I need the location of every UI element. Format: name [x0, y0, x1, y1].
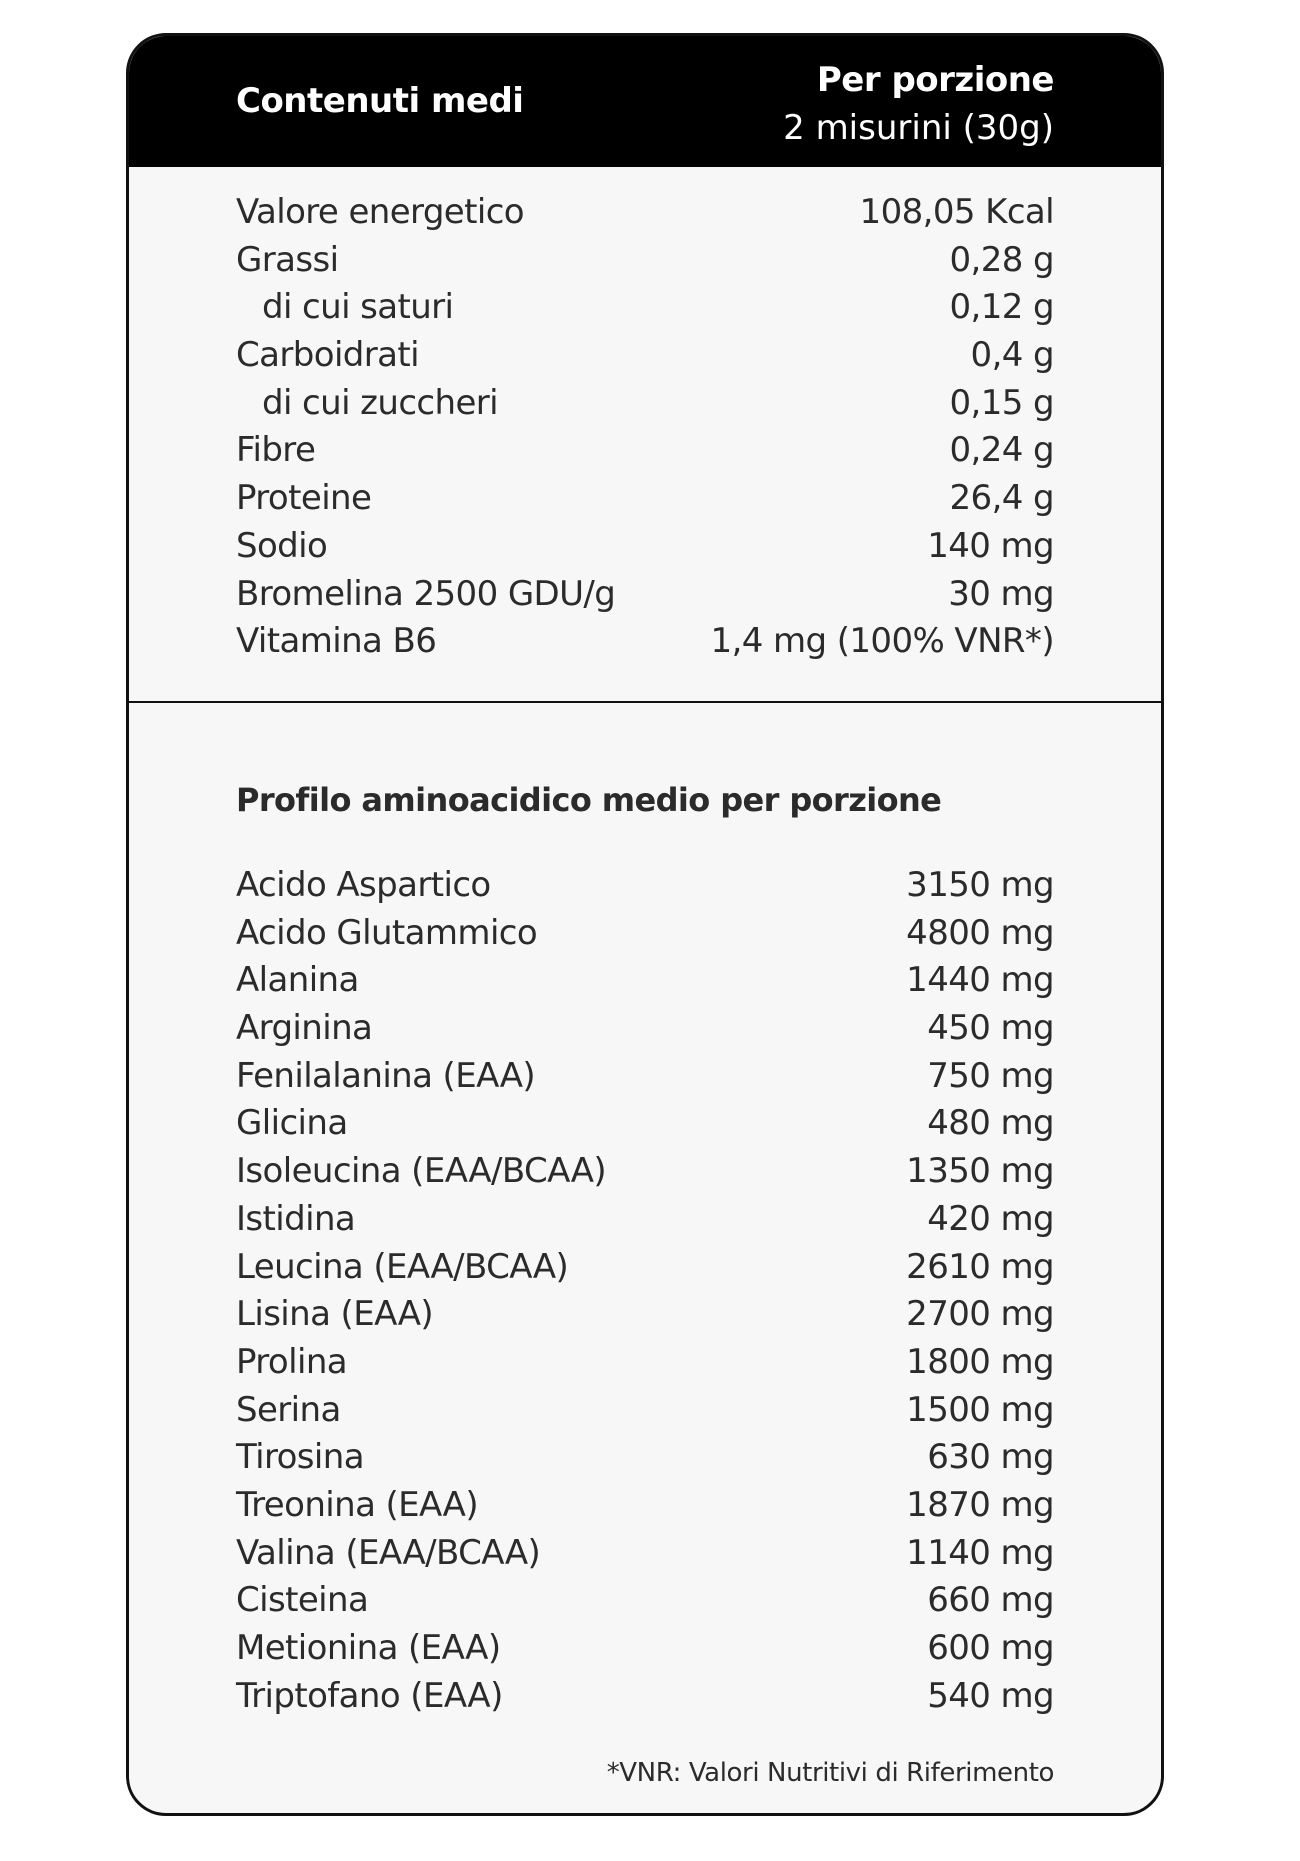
amino-row	[236, 1196, 1054, 1244]
amino-value: 1350 mg	[906, 1151, 1054, 1192]
nutrient-label: Grassi	[236, 239, 339, 280]
nutrient-value: 26,4 g	[949, 478, 1054, 519]
amino-acids-section	[236, 862, 1054, 1720]
nutrient-value: 30 mg	[948, 573, 1054, 614]
nutrient-row	[236, 475, 1054, 523]
amino-label: Cisteina	[236, 1580, 369, 1621]
amino-value: 3150 mg	[906, 865, 1054, 905]
amino-value: 600 mg	[927, 1628, 1054, 1668]
amino-value: 630 mg	[927, 1437, 1054, 1478]
nutrient-row	[236, 284, 1054, 332]
amino-value: 1140 mg	[906, 1532, 1054, 1573]
amino-label: Alanina	[236, 960, 359, 1001]
amino-row	[236, 862, 1054, 910]
nutrients-section	[236, 189, 1054, 666]
amino-row	[236, 957, 1054, 1005]
nutrient-value: 0,28 g	[949, 239, 1054, 280]
nutrient-row	[236, 189, 1054, 237]
amino-label: Glicina	[236, 1103, 348, 1144]
table-header	[129, 36, 1161, 167]
amino-label: Serina	[236, 1389, 341, 1430]
amino-row	[236, 1053, 1054, 1101]
nutrient-row	[236, 380, 1054, 428]
nutrient-value: 0,12 g	[949, 287, 1054, 328]
nutrient-row	[236, 332, 1054, 380]
amino-value: 420 mg	[927, 1198, 1054, 1239]
amino-value: 660 mg	[927, 1580, 1054, 1621]
amino-label: Acido Aspartico	[236, 865, 491, 905]
amino-label: Isoleucina (EAA/BCAA)	[236, 1151, 607, 1192]
amino-value: 540 mg	[927, 1675, 1054, 1716]
amino-value: 2700 mg	[906, 1294, 1054, 1335]
amino-label: Lisina (EAA)	[236, 1294, 434, 1335]
nutrient-row	[236, 237, 1054, 285]
nutrient-label: Valore energetico	[236, 192, 524, 232]
amino-row	[236, 1482, 1054, 1530]
amino-value: 1500 mg	[906, 1389, 1054, 1430]
nutrient-label: di cui saturi	[262, 287, 454, 328]
amino-row	[236, 1625, 1054, 1673]
amino-row	[236, 1244, 1054, 1292]
amino-label: Metionina (EAA)	[236, 1628, 501, 1668]
nutrition-facts-card	[126, 33, 1164, 1816]
amino-row	[236, 1339, 1054, 1387]
section-divider	[129, 701, 1161, 703]
amino-label: Istidina	[236, 1198, 356, 1239]
amino-label: Arginina	[236, 1008, 373, 1049]
amino-row	[236, 910, 1054, 958]
nutrient-row	[236, 571, 1054, 619]
nutrient-label: Proteine	[236, 478, 372, 519]
amino-row	[236, 1005, 1054, 1053]
amino-label: Tirosina	[236, 1437, 364, 1478]
nutrient-value: 108,05 Kcal	[859, 192, 1054, 232]
amino-value: 1800 mg	[906, 1341, 1054, 1382]
nutrient-row	[236, 523, 1054, 571]
header-right-title: Per porzione	[816, 60, 1054, 100]
amino-row	[236, 1291, 1054, 1339]
amino-row	[236, 1530, 1054, 1578]
header-right-subtitle: 2 misurini (30g)	[783, 108, 1054, 148]
nutrient-label: di cui zuccheri	[262, 382, 499, 423]
amino-value: 480 mg	[927, 1103, 1054, 1144]
amino-label: Triptofano (EAA)	[236, 1675, 503, 1716]
nutrient-label: Bromelina 2500 GDU/g	[236, 573, 616, 614]
amino-label: Fenilalanina (EAA)	[236, 1055, 536, 1096]
amino-value: 450 mg	[927, 1008, 1054, 1049]
nutrient-value: 0,15 g	[949, 382, 1054, 423]
nutrient-row	[236, 618, 1054, 666]
amino-value: 4800 mg	[906, 912, 1054, 953]
amino-row	[236, 1387, 1054, 1435]
amino-section-title: Profilo aminoacidico medio per porzione	[236, 781, 942, 819]
amino-value: 1870 mg	[906, 1484, 1054, 1525]
amino-row	[236, 1673, 1054, 1721]
amino-label: Valina (EAA/BCAA)	[236, 1532, 541, 1573]
amino-row	[236, 1434, 1054, 1482]
amino-value: 2610 mg	[906, 1246, 1054, 1287]
header-right	[783, 56, 1054, 152]
header-left-title: Contenuti medi	[236, 81, 524, 121]
amino-value: 1440 mg	[906, 960, 1054, 1001]
footnote: *VNR: Valori Nutritivi di Riferimento	[606, 1758, 1054, 1788]
amino-value: 750 mg	[927, 1055, 1054, 1096]
amino-label: Prolina	[236, 1341, 348, 1382]
amino-row	[236, 1148, 1054, 1196]
nutrient-value: 0,4 g	[970, 335, 1054, 376]
amino-label: Acido Glutammico	[236, 912, 538, 953]
nutrient-label: Fibre	[236, 430, 316, 471]
nutrient-value: 140 mg	[927, 525, 1054, 566]
amino-row	[236, 1100, 1054, 1148]
amino-label: Leucina (EAA/BCAA)	[236, 1246, 569, 1287]
nutrient-row	[236, 427, 1054, 475]
amino-label: Treonina (EAA)	[236, 1484, 478, 1525]
nutrient-label: Vitamina B6	[236, 621, 437, 662]
nutrient-label: Sodio	[236, 525, 328, 566]
nutrient-value: 0,24 g	[949, 430, 1054, 471]
nutrient-label: Carboidrati	[236, 335, 419, 376]
nutrient-value: 1,4 mg (100% VNR*)	[710, 621, 1054, 662]
amino-row	[236, 1577, 1054, 1625]
